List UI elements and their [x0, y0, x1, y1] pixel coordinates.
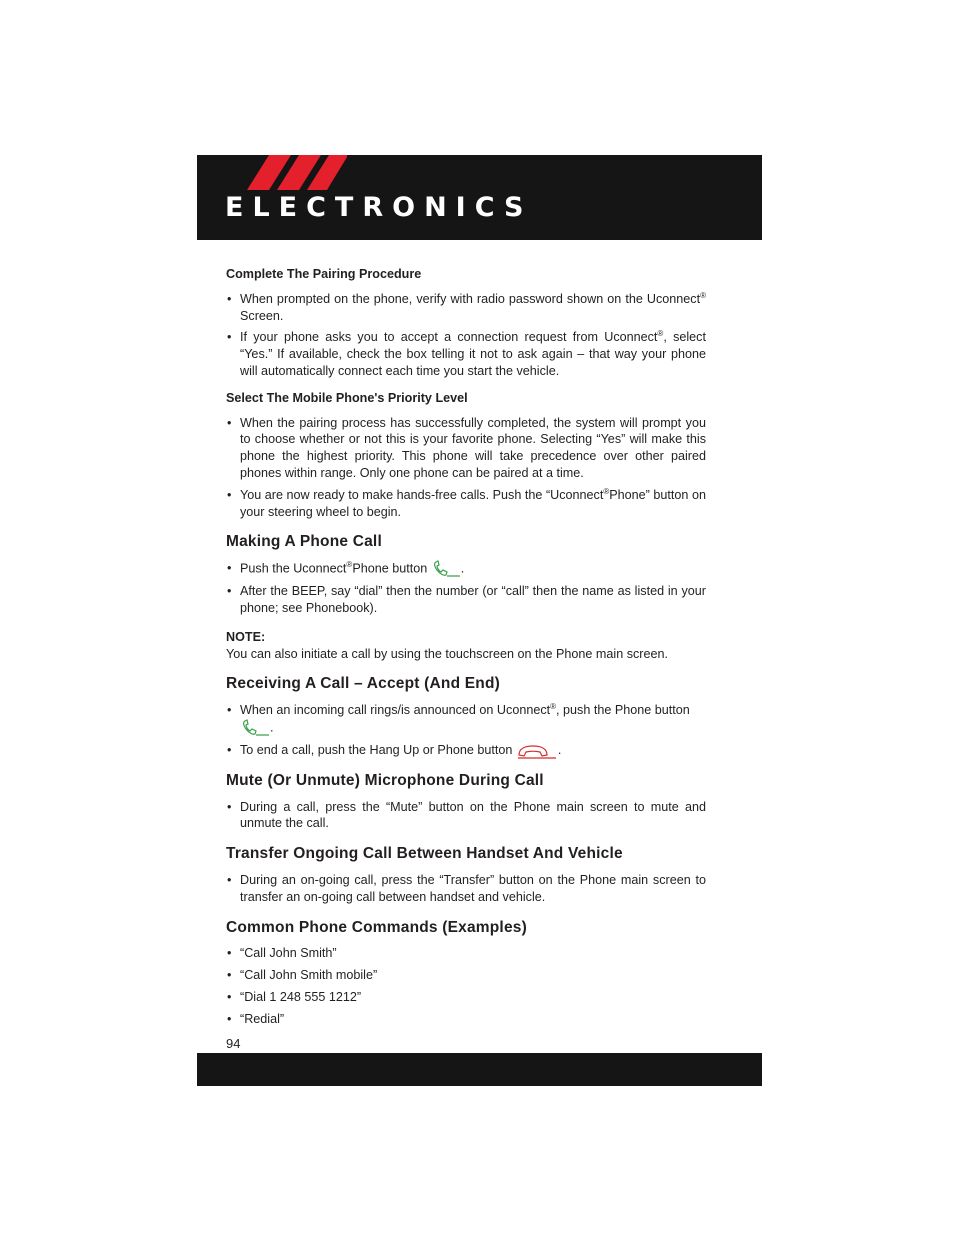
section-heading-transfer: Transfer Ongoing Call Between Handset And Vehicle	[226, 845, 623, 863]
footer-bar	[197, 1053, 762, 1086]
list-item: • “Call John Smith mobile”	[226, 967, 706, 984]
phone-icon	[431, 560, 461, 578]
list-item: • You are now ready to make hands-free calls. Push the “Uconnect®Phone” button on your steering wheel to begin.	[226, 487, 706, 521]
list-item: • Push the Uconnect®Phone button .	[226, 560, 706, 578]
section-heading-mute: Mute (Or Unmute) Microphone During Call	[226, 771, 544, 789]
red-stripes-logo	[247, 155, 347, 190]
list-item: • If your phone asks you to accept a connection request from Uconnect®, select “Yes.” If available, check the box telling it not to ask again – that way your phone will automatically connect each time you start the vehicle.	[226, 329, 706, 379]
section-header-bar	[197, 155, 762, 240]
list-item: • “Call John Smith”	[226, 945, 706, 962]
page-content	[226, 266, 706, 1038]
list-item: • “Redial”	[226, 1011, 706, 1028]
list-item: • When the pairing process has successfully completed, the system will prompt you to choose whether or not this is your favorite phone. Selecting “Yes” will make this phone the highest priority. This phone will take precedence over other paired phones within range. Only one phone can be paired at a time.	[226, 415, 706, 482]
section-heading-receiving-call: Receiving A Call – Accept (And End)	[226, 675, 500, 693]
list-item: • When prompted on the phone, verify with radio password shown on the Uconnect® Screen.	[226, 291, 706, 325]
note-label: NOTE:	[226, 629, 266, 644]
pairing-list	[226, 291, 706, 380]
list-item: • “Dial 1 248 555 1212”	[226, 989, 706, 1006]
note-text: You can also initiate a call by using the touchscreen on the Phone main screen.	[226, 646, 668, 661]
page-number: 94	[226, 1036, 241, 1051]
list-item: • During a call, press the “Mute” button on the Phone main screen to mute and unmute the call.	[226, 799, 706, 833]
phone-icon	[240, 719, 270, 737]
transfer-list	[226, 872, 706, 906]
header-title: ELECTRONICS	[225, 192, 533, 223]
list-item: • To end a call, push the Hang Up or Phone button .	[226, 742, 706, 759]
section-heading-making-call: Making A Phone Call	[226, 533, 382, 551]
mute-list	[226, 799, 706, 833]
priority-list	[226, 415, 706, 521]
hang-up-icon	[516, 743, 558, 759]
list-item: • During an on-going call, press the “Transfer” button on the Phone main screen to transfer an on-going call between handset and vehicle.	[226, 872, 706, 906]
list-item: • After the BEEP, say “dial” then the number (or “call” then the name as listed in your phone; see Phonebook).	[226, 583, 706, 617]
receiving-call-list	[226, 702, 706, 759]
making-call-list	[226, 560, 706, 617]
section-heading-commands: Common Phone Commands (Examples)	[226, 918, 527, 936]
commands-list	[226, 945, 706, 1027]
list-item: • When an incoming call rings/is announced on Uconnect®, push the Phone button .	[226, 702, 706, 737]
subheading-priority: Select The Mobile Phone's Priority Level	[226, 390, 468, 405]
subheading-pairing: Complete The Pairing Procedure	[226, 267, 422, 281]
